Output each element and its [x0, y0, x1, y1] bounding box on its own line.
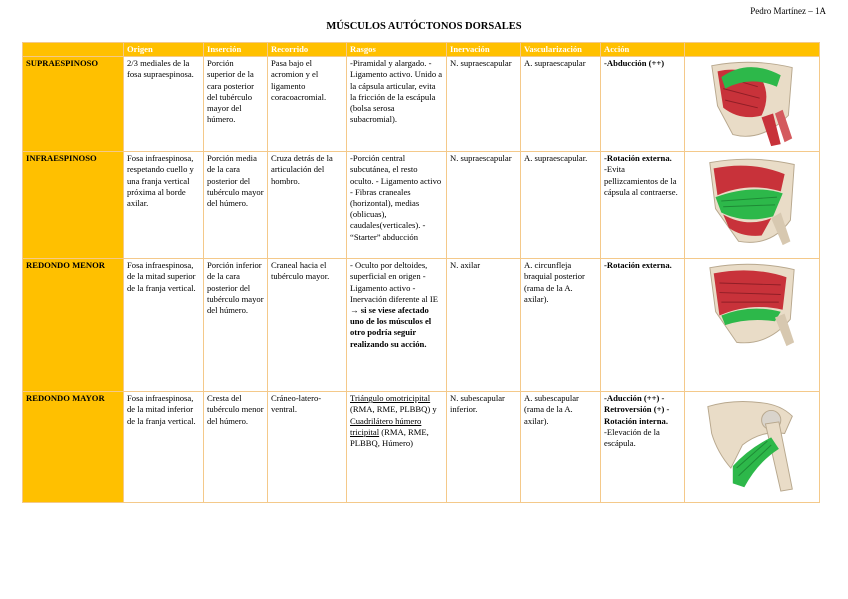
- insercion-cell: Cresta del tubérculo menor del húmero.: [204, 392, 268, 503]
- origen-cell: Fosa infraespinosa, de la mitad superior de la franja vertical.: [124, 259, 204, 392]
- insercion-cell: Porción superior de la cara posterior del tubérculo mayor del húmero.: [204, 57, 268, 152]
- muscle-name: INFRAESPINOSO: [23, 152, 124, 259]
- recorrido-cell: Cráneo-latero-ventral.: [268, 392, 347, 503]
- vascularizacion-cell: A. subescapular (rama de la A. axilar).: [521, 392, 601, 503]
- table-row: [23, 259, 820, 392]
- supraspinatus-illustration: [704, 58, 800, 148]
- muscle-name: SUPRAESPINOSO: [23, 57, 124, 152]
- rasgos-cell: [347, 259, 447, 392]
- accion-cell: [601, 259, 685, 392]
- accion-cell: [601, 392, 685, 503]
- insercion-cell: Porción media de la cara posterior del tubérculo mayor del húmero.: [204, 152, 268, 259]
- origen-cell: Fosa infraespinosa, de la mitad inferior de la franja vertical.: [124, 392, 204, 503]
- header-inervacion: Inervación: [447, 43, 521, 57]
- accion-text: -Elevación de la escápula.: [604, 426, 660, 449]
- muscle-name: REDONDO MENOR: [23, 259, 124, 392]
- teres-minor-illustration: [704, 260, 800, 350]
- header-insercion: Inserción: [204, 43, 268, 57]
- origen-cell: 2/3 mediales de la fosa supraespinosa.: [124, 57, 204, 152]
- rasgos-cell: -Porción central subcutánea, el resto oculto. - Ligamento activo - Fibras craneales (horizontal), medias (oblicuas), caudales(verticales). - “Starter” abducción: [347, 152, 447, 259]
- vascularizacion-cell: A. circunfleja braquial posterior (rama de la A. axilar).: [521, 259, 601, 392]
- vascularizacion-cell: A. supraescapular.: [521, 152, 601, 259]
- inervacion-cell: N. supraescapular: [447, 152, 521, 259]
- page-title: MÚSCULOS AUTÓCTONOS DORSALES: [326, 21, 522, 32]
- rasgos-text: (RMA, RME, PLBBQ) y: [350, 404, 437, 415]
- image-cell: [685, 392, 820, 503]
- rasgos-underlined: Triángulo omotricipital: [350, 393, 431, 404]
- image-cell: [685, 259, 820, 392]
- teres-major-illustration: [704, 393, 800, 497]
- table-row: [23, 392, 820, 503]
- insercion-cell: Porción inferior de la cara posterior del tubérculo mayor del húmero.: [204, 259, 268, 392]
- rasgos-text: - Oculto por deltoides, superficial en origen - Ligamento activo - Inervación diferente al IE →: [350, 260, 439, 316]
- accion-cell: [601, 57, 685, 152]
- table-row: [23, 57, 820, 152]
- image-cell: [685, 57, 820, 152]
- header-origen: Origen: [124, 43, 204, 57]
- origen-cell: Fosa infraespinosa, respetando cuello y una franja vertical próxima al borde axilar.: [124, 152, 204, 259]
- table-row: [23, 152, 820, 259]
- header-blank: [23, 43, 124, 57]
- accion-cell: [601, 152, 685, 259]
- author-label: Pedro Martínez – 1A: [750, 6, 826, 16]
- infraspinatus-illustration: [704, 153, 800, 249]
- recorrido-cell: Pasa bajo el acromion y el ligamento coracoacromial.: [268, 57, 347, 152]
- accion-bold: -Rotación externa.: [604, 260, 672, 271]
- muscles-table: [22, 42, 820, 503]
- vascularizacion-cell: A. supraescapular: [521, 57, 601, 152]
- inervacion-cell: N. axilar: [447, 259, 521, 392]
- inervacion-cell: N. subescapular inferior.: [447, 392, 521, 503]
- image-cell: [685, 152, 820, 259]
- header-accion: Acción: [601, 43, 685, 57]
- accion-text: -Evita pellizcamientos de la cápsula al contraerse.: [604, 164, 678, 197]
- header-vascularizacion: Vascularización: [521, 43, 601, 57]
- accion-bold: -Abducción (++): [604, 58, 665, 69]
- recorrido-cell: Craneal hacia el tubérculo mayor.: [268, 259, 347, 392]
- accion-bold: -Rotación externa.: [604, 153, 672, 164]
- table-header-row: [23, 43, 820, 57]
- accion-bold: -Aducción (++) -Retroversión (+) -Rotación interna.: [604, 393, 670, 426]
- rasgos-text: (RMA, RME, PLBBQ, Húmero): [350, 426, 429, 449]
- rasgos-underlined: Cuadrilátero húmero tricipital: [350, 415, 422, 437]
- header-rasgos: Rasgos: [347, 43, 447, 57]
- rasgos-cell: -Piramidal y alargado. -Ligamento activo. Unido a la cápsula articular, evita la fricción de la escápula (bolsa serosa subacromial).: [347, 57, 447, 152]
- rasgos-bold: si se viese afectado uno de los músculos el otro podría seguir realizando su acción.: [350, 305, 432, 349]
- recorrido-cell: Cruza detrás de la articulación del hombro.: [268, 152, 347, 259]
- header-recorrido: Recorrido: [268, 43, 347, 57]
- muscle-name: REDONDO MAYOR: [23, 392, 124, 503]
- inervacion-cell: N. supraescapular: [447, 57, 521, 152]
- rasgos-cell: [347, 392, 447, 503]
- header-image: [685, 43, 820, 57]
